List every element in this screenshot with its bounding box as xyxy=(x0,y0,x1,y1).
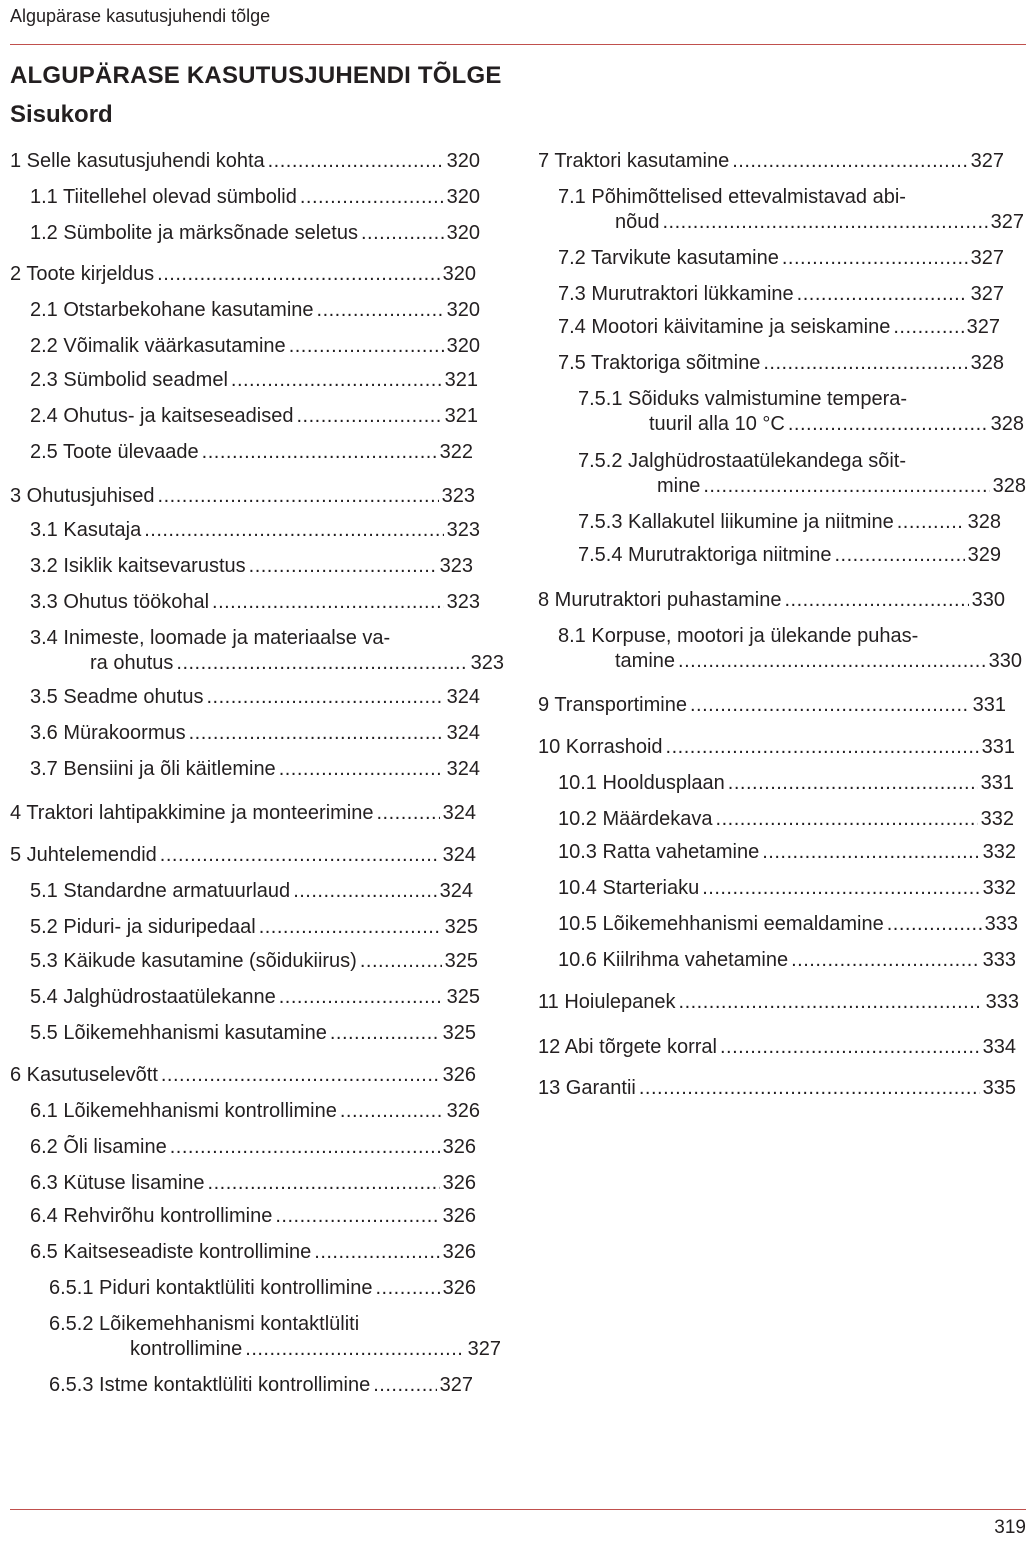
toc-entry-title: 6.2 Õli lisamine xyxy=(30,1136,167,1158)
toc-entry-title: 5.2 Piduri- ja siduripedaal xyxy=(30,916,256,938)
toc-entry-page: 332 xyxy=(982,877,1016,899)
toc-entry-title: 6.5.2 Lõikemehhanismi kontaktlüliti xyxy=(49,1313,360,1335)
toc-entry-page: 326 xyxy=(442,1136,476,1158)
toc-entry-title: 1.2 Sümbolite ja märksõnade seletus xyxy=(30,222,358,244)
toc-entry-page: 327 xyxy=(970,150,1004,172)
toc-entry-title: 13 Garantii xyxy=(538,1077,636,1099)
toc-entry[interactable] xyxy=(538,588,1005,613)
toc-entry-title: 1.1 Tiitellehel olevad sümbolid xyxy=(30,186,297,208)
toc-entry-title-cont: tuuril alla 10 °C xyxy=(649,413,785,435)
toc-entry[interactable] xyxy=(538,735,1015,760)
toc-entry-title: 7.2 Tarvikute kasutamine xyxy=(558,247,779,269)
toc-entry-title: 3.6 Mürakoormus xyxy=(30,722,186,744)
toc-entry[interactable] xyxy=(10,484,475,509)
toc-entry[interactable] xyxy=(30,334,480,359)
toc-entry-title: 6.5 Kaitseseadiste kontrollimine xyxy=(30,1241,312,1263)
toc-entry-title-cont: ra ohutus xyxy=(90,652,174,674)
toc-entry[interactable] xyxy=(538,1035,1016,1060)
toc-entry-page: 325 xyxy=(446,986,480,1008)
toc-entry-title-cont: mine xyxy=(657,475,701,497)
toc-entry-title: 2.1 Otstarbekohane kasutamine xyxy=(30,299,314,321)
toc-entry-title: 10.1 Hooldusplaan xyxy=(558,772,725,794)
toc-entry-title: 1 Selle kasutusjuhendi kohta xyxy=(10,150,265,172)
toc-entry[interactable] xyxy=(30,685,480,710)
toc-entry[interactable] xyxy=(10,1063,476,1088)
toc-entry-title: 7.5 Traktoriga sõitmine xyxy=(558,352,761,374)
toc-entry-page: 331 xyxy=(981,736,1015,758)
toc-entry[interactable] xyxy=(10,149,480,174)
toc-entry-page: 326 xyxy=(442,1205,476,1227)
toc-entry-title: 7 Traktori kasutamine xyxy=(538,150,730,172)
toc-entry-title-cont: tamine xyxy=(615,650,676,672)
toc-entry[interactable] xyxy=(10,843,476,868)
toc-entry[interactable] xyxy=(49,1276,476,1301)
toc-entry-page: 326 xyxy=(442,1064,476,1086)
toc-entry-title: 3.1 Kasutaja xyxy=(30,519,142,541)
toc-entry[interactable] xyxy=(30,554,473,579)
toc-entry[interactable] xyxy=(558,876,1016,901)
toc-entry[interactable] xyxy=(30,185,480,210)
toc-entry[interactable] xyxy=(30,518,480,543)
toc-entry[interactable] xyxy=(30,915,478,940)
toc-entry-title: 2 Toote kirjeldus xyxy=(10,263,155,285)
toc-entry-title: 6 Kasutuselevõtt xyxy=(10,1064,158,1086)
toc-entry-title: 5.4 Jalghüdrostaatülekanne xyxy=(30,986,276,1008)
toc-heading: Sisukord xyxy=(10,101,113,128)
footer-rule xyxy=(10,1509,1026,1510)
toc-entry-title: 3.7 Bensiini ja õli käitlemine xyxy=(30,758,276,780)
toc-entry-page: 328 xyxy=(992,475,1026,497)
header-rule xyxy=(10,44,1026,45)
toc-entry-page: 332 xyxy=(980,808,1014,830)
toc-entry-page: 321 xyxy=(444,369,478,391)
toc-entry-title: 11 Hoiulepanek xyxy=(538,991,676,1013)
toc-entry-page: 320 xyxy=(446,150,480,172)
toc-entry-title-cont: nõud xyxy=(615,211,660,233)
toc-entry-page: 325 xyxy=(444,950,478,972)
toc-entry[interactable] xyxy=(578,510,1001,535)
toc-entry-title: 10.3 Ratta vahetamine xyxy=(558,841,760,863)
toc-entry-title: 3.5 Seadme ohutus xyxy=(30,686,204,708)
toc-entry-title: 10.6 Kiilrihma vahetamine xyxy=(558,949,789,971)
toc-entry-title: 5 Juhtelemendid xyxy=(10,844,157,866)
toc-entry[interactable] xyxy=(30,626,504,676)
toc-entry-page: 324 xyxy=(446,686,480,708)
toc-entry-page: 333 xyxy=(982,949,1016,971)
toc-entry[interactable] xyxy=(30,985,480,1010)
toc-entry[interactable] xyxy=(578,543,1001,568)
toc-entry-title: 2.2 Võimalik väärkasutamine xyxy=(30,335,286,357)
toc-entry-page: 328 xyxy=(990,413,1024,435)
toc-entry-title: 3.2 Isiklik kaitsevarustus xyxy=(30,555,246,577)
toc-entry[interactable] xyxy=(558,351,1004,376)
toc-entry[interactable] xyxy=(558,948,1016,973)
toc-entry-title: 10 Korrashoid xyxy=(538,736,663,758)
toc-entry-title: 2.3 Sümbolid seadmel xyxy=(30,369,228,391)
toc-entry-page: 324 xyxy=(442,802,476,824)
toc-entry-page: 324 xyxy=(446,758,480,780)
toc-entry[interactable] xyxy=(30,1240,476,1265)
toc-entry-title: 4 Traktori lahtipakkimine ja monteerimine xyxy=(10,802,374,824)
toc-entry-title: 7.1 Põhimõttelised ettevalmistavad abi- xyxy=(558,186,906,208)
toc-entry[interactable] xyxy=(10,801,476,826)
toc-entry-page: 323 xyxy=(470,652,504,674)
toc-entry-title: 7.3 Murutraktori lükkamine xyxy=(558,283,794,305)
toc-entry-page: 327 xyxy=(467,1338,501,1360)
toc-entry-page: 327 xyxy=(990,211,1024,233)
toc-entry-title: 9 Transportimine xyxy=(538,694,687,716)
toc-entry[interactable] xyxy=(30,1099,480,1124)
toc-entry-page: 327 xyxy=(970,247,1004,269)
toc-entry-title: 7.5.3 Kallakutel liikumine ja niitmine xyxy=(578,511,894,533)
toc-entry-title: 8 Murutraktori puhastamine xyxy=(538,589,782,611)
toc-entry-page: 325 xyxy=(444,916,478,938)
toc-entry[interactable] xyxy=(558,624,1022,674)
toc-entry[interactable] xyxy=(30,1021,476,1046)
toc-entry-title: 3.3 Ohutus töökohal xyxy=(30,591,210,613)
toc-entry-title: 5.5 Lõikemehhanismi kasutamine xyxy=(30,1022,327,1044)
toc-entry[interactable] xyxy=(558,912,1018,937)
toc-entry-title: 10.2 Määrdekava xyxy=(558,808,713,830)
toc-entry-page: 334 xyxy=(982,1036,1016,1058)
toc-entry[interactable] xyxy=(30,404,478,429)
toc-entry[interactable] xyxy=(538,990,1019,1015)
toc-entry-title: 10.4 Starteriaku xyxy=(558,877,700,899)
toc-entry[interactable] xyxy=(30,1204,476,1229)
toc-entry[interactable] xyxy=(10,262,476,287)
toc-entry-page: 323 xyxy=(446,519,480,541)
toc-entry-title: 5.1 Standardne armatuurlaud xyxy=(30,880,291,902)
toc-entry-page: 320 xyxy=(442,263,476,285)
document-title: ALGUPÄRASE KASUTUSJUHENDI TÕLGE xyxy=(10,62,502,89)
toc-entry[interactable] xyxy=(30,440,473,465)
toc-entry[interactable] xyxy=(49,1312,501,1362)
toc-entry-page: 324 xyxy=(442,844,476,866)
toc-entry-page: 326 xyxy=(446,1100,480,1122)
toc-entry-page: 326 xyxy=(442,1277,476,1299)
toc-entry-page: 332 xyxy=(982,841,1016,863)
toc-entry-title: 8.1 Korpuse, mootori ja ülekande puhas- xyxy=(558,625,919,647)
page-number: 319 xyxy=(994,1517,1026,1538)
toc-entry-title: 2.4 Ohutus- ja kaitseseadised xyxy=(30,405,294,427)
toc-entry-page: 327 xyxy=(970,283,1004,305)
toc-entry[interactable] xyxy=(30,949,478,974)
toc-entry-title: 7.5.2 Jalghüdrostaatülekandega sõit- xyxy=(578,450,907,472)
toc-entry[interactable] xyxy=(558,315,1000,340)
toc-entry-page: 328 xyxy=(970,352,1004,374)
toc-entry-page: 322 xyxy=(439,441,473,463)
toc-entry[interactable] xyxy=(558,771,1014,796)
toc-entry[interactable] xyxy=(578,387,1024,437)
toc-entry-page: 324 xyxy=(446,722,480,744)
toc-entry-page: 333 xyxy=(984,913,1018,935)
toc-entry-page: 321 xyxy=(444,405,478,427)
toc-entry-title-cont: kontrollimine xyxy=(130,1338,243,1360)
toc-entry-page: 320 xyxy=(446,222,480,244)
toc-entry[interactable] xyxy=(578,449,1026,499)
toc-entry[interactable] xyxy=(558,185,1024,235)
toc-entry[interactable] xyxy=(30,590,480,615)
toc-entry-page: 325 xyxy=(442,1022,476,1044)
toc-entry-page: 323 xyxy=(439,555,473,577)
toc-entry[interactable] xyxy=(538,693,1006,718)
toc-entry[interactable] xyxy=(49,1373,473,1398)
toc-entry-page: 333 xyxy=(985,991,1019,1013)
toc-entry-title: 10.5 Lõikemehhanismi eemaldamine xyxy=(558,913,884,935)
toc-entry-page: 326 xyxy=(442,1172,476,1194)
toc-entry-title: 7.5.4 Murutraktoriga niitmine xyxy=(578,544,832,566)
toc-entry-title: 7.5.1 Sõiduks valmistumine tempera- xyxy=(578,388,908,410)
toc-entry-page: 331 xyxy=(972,694,1006,716)
toc-entry-page: 330 xyxy=(971,589,1005,611)
toc-entry[interactable] xyxy=(558,282,1004,307)
toc-entry-title: 3 Ohutusjuhised xyxy=(10,485,155,507)
toc-entry-title: 6.5.3 Istme kontaktlüliti kontrollimine xyxy=(49,1374,371,1396)
toc-entry-page: 324 xyxy=(439,880,473,902)
toc-entry-page: 320 xyxy=(446,335,480,357)
toc-entry-title: 6.3 Kütuse lisamine xyxy=(30,1172,205,1194)
toc-entry-page: 328 xyxy=(967,511,1001,533)
toc-entry-page: 329 xyxy=(967,544,1001,566)
toc-entry-page: 331 xyxy=(980,772,1014,794)
toc-entry-title: 6.5.1 Piduri kontaktlüliti kontrollimine xyxy=(49,1277,373,1299)
toc-entry[interactable] xyxy=(30,368,478,393)
toc-entry-title: 7.4 Mootori käivitamine ja seiskamine xyxy=(558,316,891,338)
toc-entry-page: 335 xyxy=(982,1077,1016,1099)
toc-entry-title: 6.4 Rehvirõhu kontrollimine xyxy=(30,1205,273,1227)
toc-entry[interactable] xyxy=(558,246,1004,271)
toc-entry-title: 5.3 Käikude kasutamine (sõidukiirus) xyxy=(30,950,357,972)
toc-entry[interactable] xyxy=(30,1135,476,1160)
toc-entry-title: 2.5 Toote ülevaade xyxy=(30,441,199,463)
toc-entry-page: 320 xyxy=(446,186,480,208)
toc-entry-page: 327 xyxy=(439,1374,473,1396)
toc-entry-page: 323 xyxy=(441,485,475,507)
toc-entry[interactable] xyxy=(30,879,473,904)
toc-entry-title: 12 Abi tõrgete korral xyxy=(538,1036,717,1058)
toc-entry-page: 330 xyxy=(988,650,1022,672)
toc-entry[interactable] xyxy=(558,807,1014,832)
toc-entry-page: 320 xyxy=(446,299,480,321)
toc-entry-page: 326 xyxy=(442,1241,476,1263)
toc-entry[interactable] xyxy=(538,149,1004,174)
toc-entry[interactable] xyxy=(30,721,480,746)
toc-entry[interactable] xyxy=(30,221,480,246)
toc-entry[interactable] xyxy=(30,298,480,323)
toc-entry-title: 6.1 Lõikemehhanismi kontrollimine xyxy=(30,1100,337,1122)
running-header: Algupärase kasutusjuhendi tõlge xyxy=(10,6,271,26)
toc-entry[interactable] xyxy=(30,757,480,782)
toc-entry-page: 323 xyxy=(446,591,480,613)
toc-entry[interactable] xyxy=(538,1076,1016,1101)
toc-entry[interactable] xyxy=(30,1171,476,1196)
toc-entry-title: 3.4 Inimeste, loomade ja materiaalse va- xyxy=(30,627,391,649)
toc-entry[interactable] xyxy=(558,840,1016,865)
toc-entry-page: 327 xyxy=(966,316,1000,338)
